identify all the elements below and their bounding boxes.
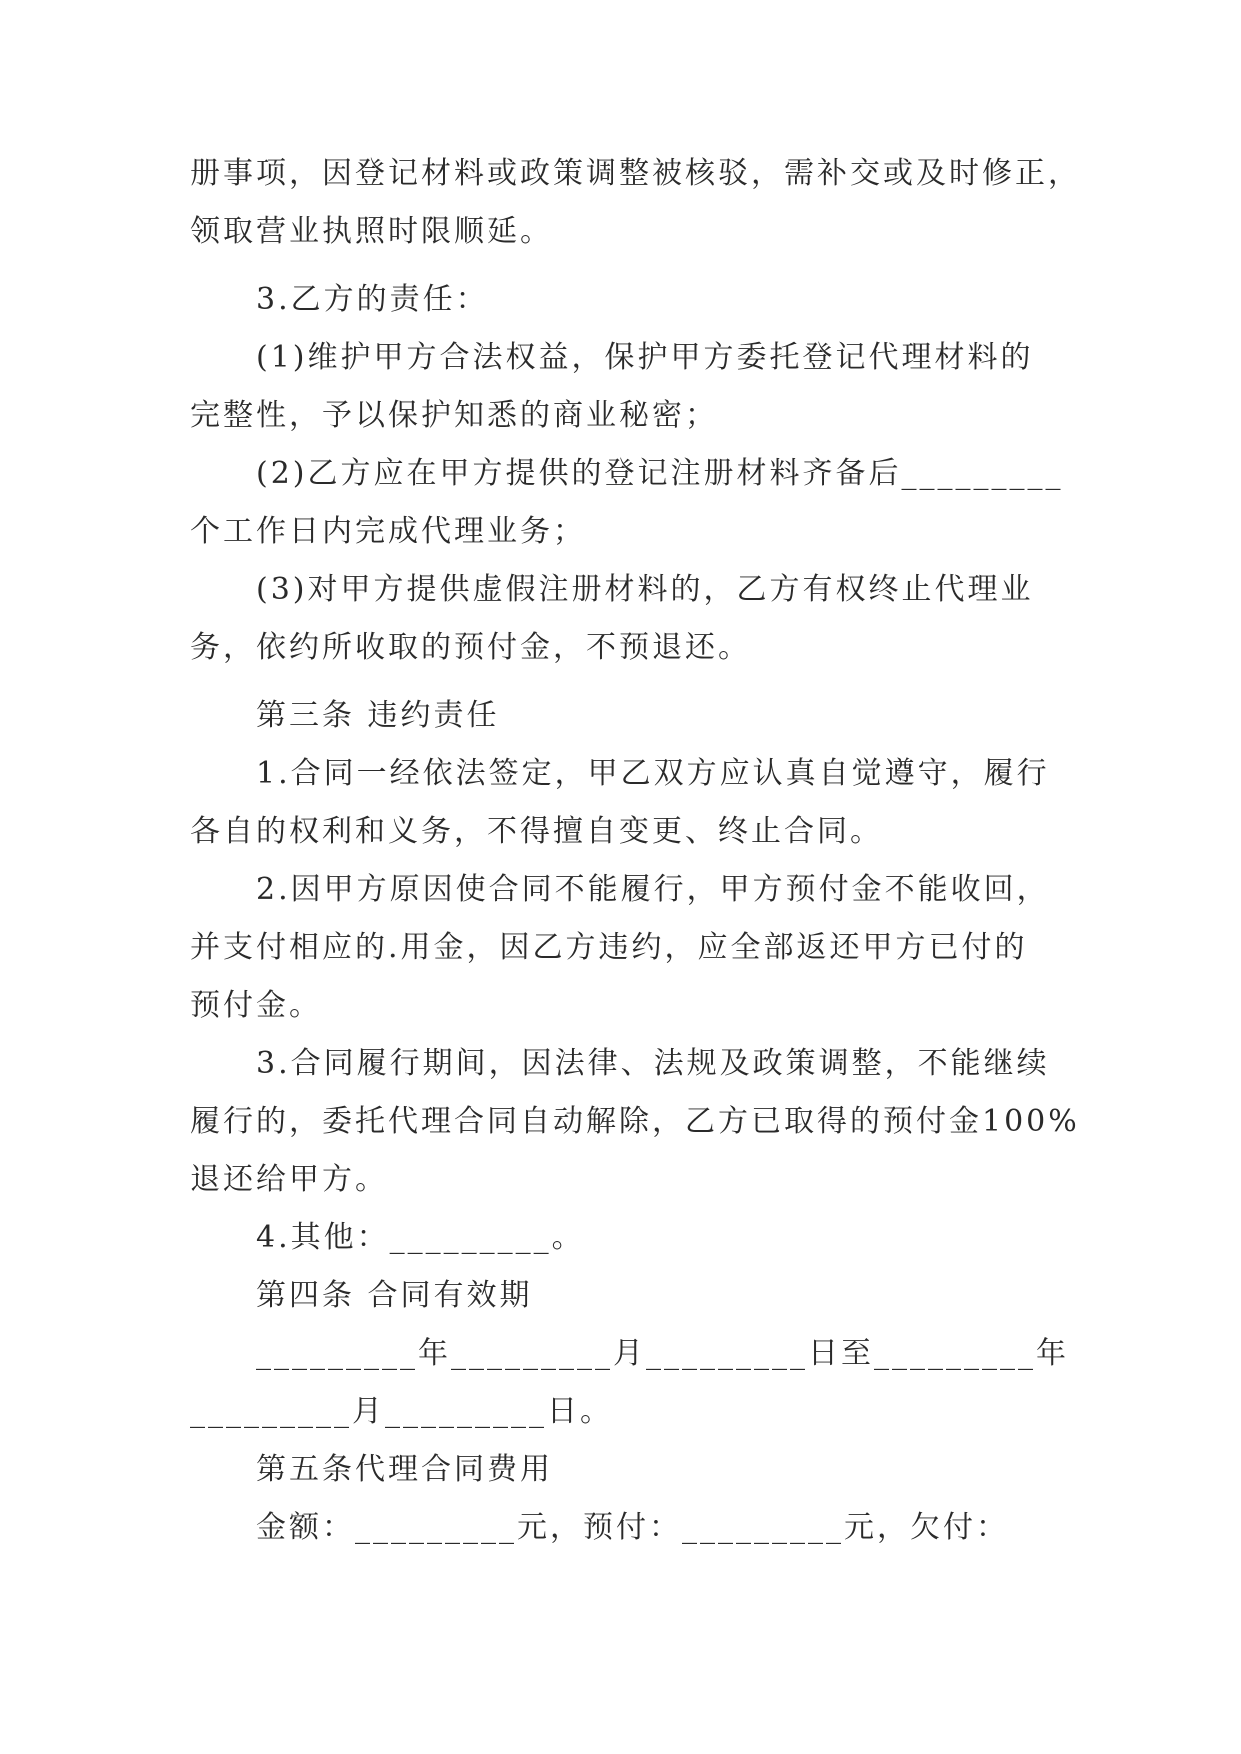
paragraph-line: 完整性，予以保护知悉的商业秘密； (190, 398, 718, 433)
article-heading: 第四条 合同有效期 (256, 1278, 533, 1313)
date-fill-line: _________年_________月_________日至_________年 (256, 1336, 1069, 1371)
paragraph-line: 4.其他：_________。 (256, 1220, 585, 1255)
paragraph-line: 2.因甲方原因使合同不能履行，甲方预付金不能收回， (256, 872, 1050, 907)
paragraph-line: 领取营业执照时限顺延。 (190, 214, 553, 249)
paragraph-line: 预付金。 (190, 988, 322, 1023)
paragraph-line: 退还给甲方。 (190, 1162, 388, 1197)
paragraph-line: 个工作日内完成代理业务； (190, 514, 586, 549)
paragraph-line: 3.合同履行期间，因法律、法规及政策调整，不能继续 (256, 1046, 1050, 1081)
paragraph-line: (3)对甲方提供虚假注册材料的，乙方有权终止代理业 (256, 572, 1034, 607)
paragraph-line: 并支付相应的.用金，因乙方违约，应全部返还甲方已付的 (190, 930, 1028, 965)
section-heading: 3.乙方的责任： (256, 282, 489, 317)
paragraph-line: 1.合同一经依法签定，甲乙双方应认真自觉遵守，履行 (256, 756, 1050, 791)
paragraph-line: 册事项，因登记材料或政策调整被核驳，需补交或及时修正， (190, 156, 1081, 191)
paragraph-line: 各自的权利和义务，不得擅自变更、终止合同。 (190, 814, 883, 849)
paragraph-line: 务，依约所收取的预付金，不预退还。 (190, 630, 751, 665)
paragraph-line: (2)乙方应在甲方提供的登记注册材料齐备后_________ (256, 456, 1064, 491)
date-fill-line: _________月_________日。 (190, 1394, 613, 1429)
paragraph-line: 履行的，委托代理合同自动解除，乙方已取得的预付金100% (190, 1104, 1080, 1139)
paragraph-line: (1)维护甲方合法权益，保护甲方委托登记代理材料的 (256, 340, 1034, 375)
article-heading: 第五条代理合同费用 (256, 1452, 553, 1487)
fee-fill-line: 金额：_________元，预付：_________元，欠付： (256, 1510, 1009, 1545)
article-heading: 第三条 违约责任 (256, 698, 500, 733)
